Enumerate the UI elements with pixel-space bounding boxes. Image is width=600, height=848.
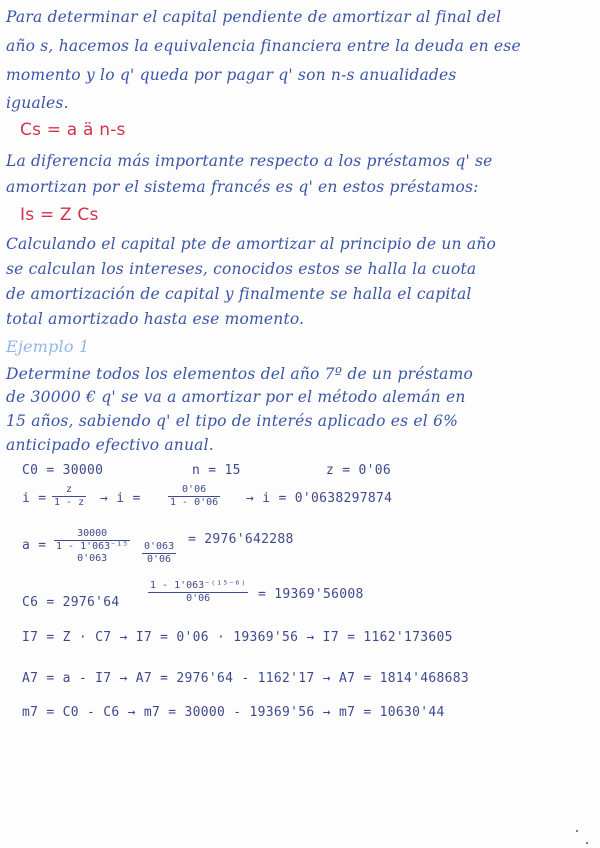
eq-a-den-bottom (54, 553, 130, 565)
formula-capital-pending: Cs = a ä n-s (20, 120, 126, 140)
eq-i-fraction2 (168, 484, 220, 509)
eq-i-den2: 1 - 0'06 (170, 497, 219, 508)
eq-a-prefix: a = (22, 538, 47, 553)
eq-i-den1: 1 - z (54, 497, 85, 508)
paragraph3-line4: total amortizado hasta ese momento. (6, 310, 305, 328)
eq-c-prefix: C6 = 2976'64 (22, 595, 120, 610)
eq-a-num: 30000 (54, 528, 130, 541)
eq-c-den: 0'06 (186, 593, 211, 604)
eq-a-result: = 2976'642288 (188, 532, 294, 547)
eq-c-result: = 19369'56008 (258, 587, 364, 602)
paragraph1-line4: iguales. (6, 94, 69, 112)
eq-i-num1: z (52, 484, 86, 497)
scan-mark (576, 830, 578, 832)
eq-a-fraction (54, 528, 130, 565)
eq-a-den-top-text: 1 - 1'063⁻¹⁵ (56, 541, 129, 552)
example-line1: Determine todos los elementos del año 7º de un préstamo (6, 365, 474, 383)
eq-c-fraction (148, 580, 248, 605)
example-line3: 15 años, sabiendo q' el tipo de interés aplicado es el 6% (6, 412, 459, 430)
paragraph2-line1: La diferencia más importante respecto a los préstamos q' se (6, 152, 493, 170)
example-heading: Ejemplo 1 (6, 337, 90, 356)
eq-a-den-top2: 0'063 (144, 541, 175, 552)
eq-i-prefix: i = (22, 491, 47, 506)
paragraph1-line1: Para determinar el capital pendiente de amortizar al final del (6, 8, 502, 26)
eq-a-den-bottom-text: 0'063 (77, 553, 108, 564)
eq-i-num2: 0'06 (168, 484, 220, 497)
example-line4: anticipado efectivo anual. (6, 436, 214, 454)
eq-a-den-top (54, 541, 130, 553)
eq-amortization-7: A7 = a - I7 → A7 = 2976'64 - 1162'17 → A7 = 1814'468683 (22, 671, 469, 686)
eq-a-den-bottom2: 0'06 (147, 554, 172, 565)
given-c0: C0 = 30000 (22, 463, 104, 478)
paragraph1-line2: año s, hacemos la equivalencia financiera entre la deuda en ese (6, 37, 521, 55)
eq-i-fraction1 (52, 484, 86, 509)
scan-mark (586, 842, 588, 844)
formula-interest: Is = Z Cs (20, 205, 99, 225)
eq-i-result: → i = 0'0638297874 (246, 491, 393, 506)
paragraph2-line2: amortizan por el sistema francés es q' en estos préstamos: (6, 178, 479, 196)
eq-total-amortized-7: m7 = C0 - C6 → m7 = 30000 - 19369'56 → m7 = 10630'44 (22, 705, 445, 720)
paragraph3-line3: de amortización de capital y finalmente se halla el capital (6, 285, 472, 303)
eq-a-inner-fraction (142, 541, 176, 566)
paragraph3-line1: Calculando el capital pte de amortizar al principio de un año (6, 235, 497, 253)
eq-c-num: 1 - 1'063⁻⁽¹⁵⁻⁶⁾ (150, 580, 247, 591)
given-z: z = 0'06 (326, 463, 392, 478)
eq-i-mid: → i = (100, 491, 141, 506)
paragraph1-line3: momento y lo q' queda por pagar q' son n-s anualidades (6, 66, 457, 84)
paragraph3-line2: se calculan los intereses, conocidos estos se halla la cuota (6, 260, 477, 278)
eq-interest-7: I7 = Z · C7 → I7 = 0'06 · 19369'56 → I7 = 1162'173605 (22, 630, 453, 645)
given-n: n = 15 (192, 463, 241, 478)
example-line2: de 30000 € q' se va a amortizar por el método alemán en (6, 388, 466, 406)
